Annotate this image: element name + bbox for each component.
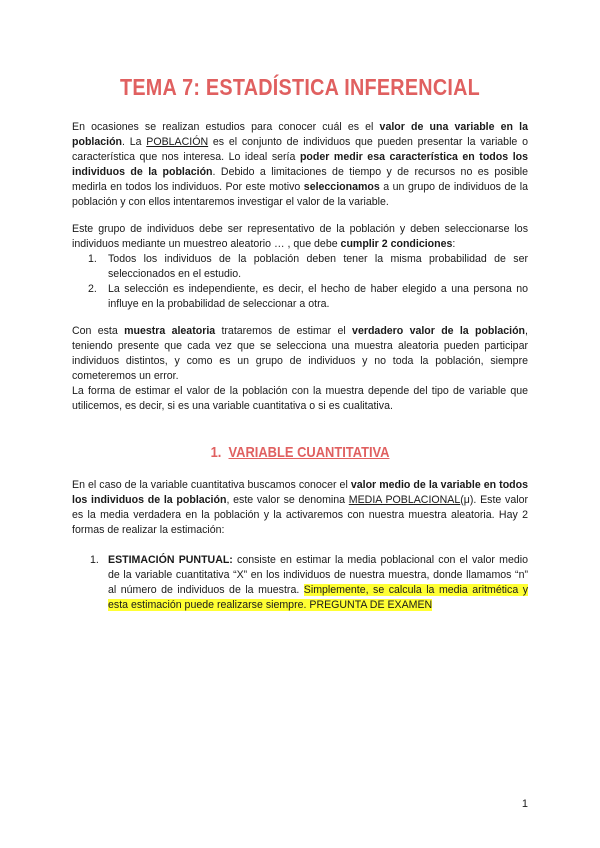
list-number: 1. xyxy=(88,253,97,265)
list-item xyxy=(72,282,528,312)
text-run: Con esta xyxy=(72,325,125,337)
bold-term: cumplir 2 condiciones xyxy=(340,238,453,250)
list-item xyxy=(72,553,528,613)
bold-term: valor medio de la variable en todos los individuos de la población xyxy=(72,479,528,506)
estimation-method-paragraph: La forma de estimar el valor de la población con la muestra depende del tipo de variable que utilicemos, es decir, si es una variable cuantitativa o si es cualitativa. xyxy=(72,385,528,412)
underlined-term: MEDIA POBLACIONAL xyxy=(348,494,461,506)
bold-term: muestra aleatoria xyxy=(124,325,216,337)
text-run: En ocasiones se realizan estudios para conocer cuál es el xyxy=(72,121,380,133)
text-run: (μ). Este valor es la media verdadera en la población y la activaremos con nuestra muestra aleatoria. Hay 2 formas de realizar la estimación: xyxy=(72,494,528,536)
bold-term: poder medir esa característica en todos los individuos de la población xyxy=(72,151,528,178)
bold-term: ESTIMACIÓN PUNTUAL: xyxy=(108,554,233,566)
text-run: . Debido a limitaciones de tiempo y de recursos no es posible medirla en todos los individuos. Por este motivo xyxy=(72,166,528,193)
list-text: consiste en estimar la media poblacional con el valor medio de la variable cuantitativa “X” en los individuos de nuestra muestra, donde llamamos “n” al número de individuos de la muestra. xyxy=(108,554,528,596)
section-heading xyxy=(0,444,600,461)
list-text: La selección es independiente, es decir, el hecho de haber elegido a una persona no influye en la probabilidad de seleccionar a otra. xyxy=(108,283,528,310)
text-run: , teniendo presente que cada vez que se selecciona una muestra aleatoria pueden participar individuos distintos, y como es un grupo de individuos y no toda la población, siempre cometeremos un error. xyxy=(72,325,528,382)
text-run: , este valor se denomina xyxy=(226,494,349,506)
section-title: VARIABLE CUANTITATIVA xyxy=(228,444,390,461)
text-run: trataremos de estimar el xyxy=(215,325,353,337)
underlined-term: POBLACIÓN xyxy=(146,136,209,148)
text-run: . La xyxy=(122,136,147,148)
text-run: Este grupo de individuos debe ser representativo de la población y deben seleccionarse los individuos mediante un muestreo aleatorio … , que debe xyxy=(72,223,528,250)
bold-term: valor de una variable en la población xyxy=(72,121,528,148)
list-number: 1. xyxy=(90,554,99,566)
text-run: es el conjunto de individuos que pueden presentar la variable o característica que nos interesa. Lo ideal sería xyxy=(72,136,528,163)
text-run: En el caso de la variable cuantitativa buscamos conocer el xyxy=(72,479,351,491)
estimation-list xyxy=(72,553,528,613)
document-title: TEMA 7: ESTADÍSTICA INFERENCIAL xyxy=(119,74,481,100)
conditions-list xyxy=(72,252,528,312)
bold-term: verdadero valor de la población xyxy=(352,325,526,337)
text-run: a un grupo de individuos de la población y con ellos intentaremos investigar el valor de la variable. xyxy=(72,181,528,208)
list-number: 2. xyxy=(88,283,97,295)
sample-paragraph xyxy=(72,222,528,312)
section-number: 1. xyxy=(210,444,222,461)
highlighted-text: Simplemente, se calcula la media aritmética y esta estimación puede realizarse siempre. PREGUNTA DE EXAMEN xyxy=(108,584,529,611)
random-sample-paragraph xyxy=(72,324,528,414)
intro-paragraph xyxy=(72,120,528,210)
page-number: 1 xyxy=(521,798,528,810)
text-run: : xyxy=(452,238,456,250)
bold-term: seleccionamos xyxy=(303,181,380,193)
list-text: Todos los individuos de la población deben tener la misma probabilidad de ser seleccionados en el estudio. xyxy=(108,253,528,280)
quantitative-paragraph xyxy=(72,478,528,538)
list-item xyxy=(72,252,528,282)
